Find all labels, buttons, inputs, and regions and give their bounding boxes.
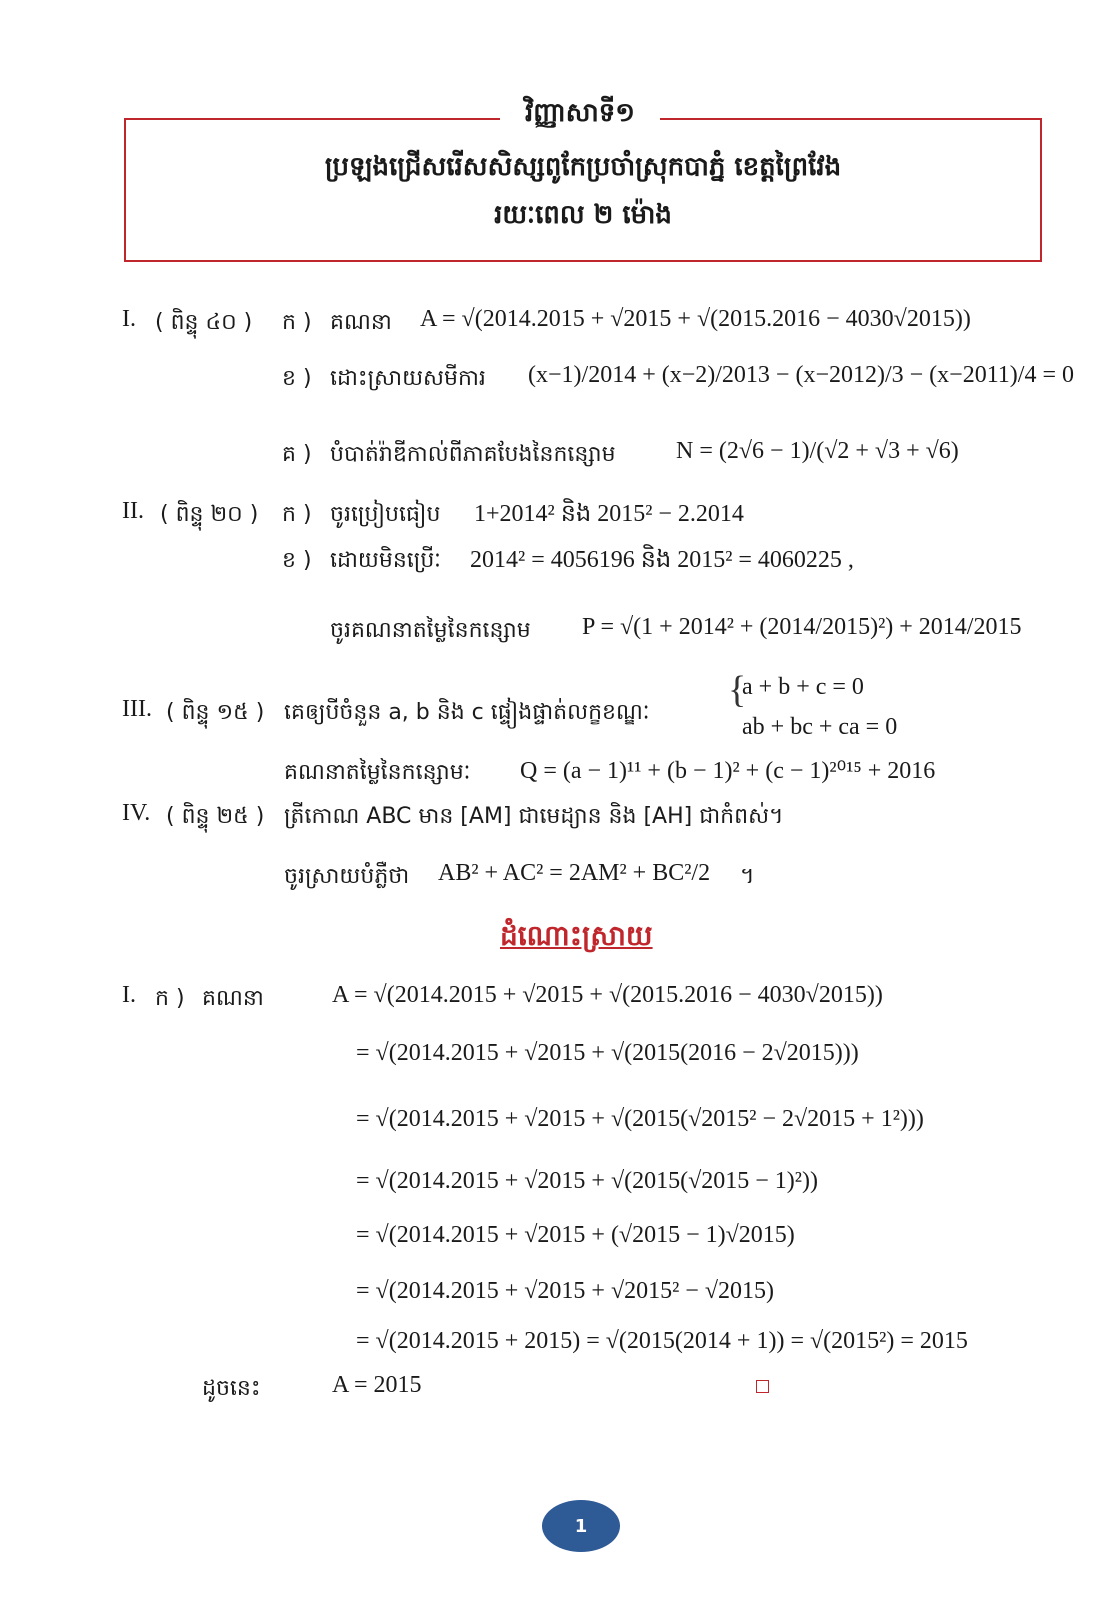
problem-1c-label: គ ) bbox=[282, 442, 312, 467]
problem-3-text: គេឲ្យបីចំនួន a, b និង c ផ្ទៀងផ្ទាត់លក្ខខណ្ឌៈ bbox=[284, 700, 650, 725]
solution-number: I. bbox=[122, 982, 136, 1008]
problem-4-end-mark: ។ bbox=[740, 864, 755, 889]
problem-1a-label: ក ) bbox=[282, 310, 312, 335]
problem-1c-text: បំបាត់រ៉ាឌីកាល់ពីភាគបែងនៃកន្សោម bbox=[330, 442, 616, 467]
problem-2-number: II. bbox=[122, 498, 144, 524]
problem-3-condition-2: ab + bc + ca = 0 bbox=[742, 714, 898, 740]
header-box bbox=[124, 118, 1042, 262]
problem-3-instruction: គណនាតម្លៃនៃកន្សោមៈ bbox=[284, 760, 471, 785]
conclusion-label: ដូចនេះ bbox=[202, 1376, 261, 1401]
problem-1c-math: N = (2√6 − 1)/(√2 + √3 + √6) bbox=[676, 438, 959, 464]
conclusion-result: A = 2015 bbox=[332, 1372, 422, 1398]
problem-2a-label: ក ) bbox=[282, 502, 312, 527]
problem-1b-math: (x−1)/2014 + (x−2)/2013 − (x−2012)/3 − (x−2011)/4 = 0 bbox=[528, 362, 1074, 388]
problem-1a-math: A = √(2014.2015 + √2015 + √(2015.2016 − 4030√2015)) bbox=[420, 306, 971, 332]
problem-3-condition-1: a + b + c = 0 bbox=[742, 674, 864, 700]
solution-line-3: = √(2014.2015 + √2015 + √(2015(√2015² − 2√2015 + 1²))) bbox=[356, 1106, 924, 1132]
problem-1b-label: ខ ) bbox=[282, 366, 312, 391]
problem-2b-expression: P = √(1 + 2014² + (2014/2015)²) + 2014/2015 bbox=[582, 614, 1022, 640]
exam-duration: រយៈពេល ២ ម៉ោង bbox=[494, 200, 672, 230]
problem-2b-label: ខ ) bbox=[282, 548, 312, 573]
problem-2b-text: ដោយមិនប្រើៈ bbox=[330, 548, 442, 573]
problem-2-points: ( ពិន្ទុ ២០ ) bbox=[160, 502, 259, 527]
problem-2b-math: 2014² = 4056196 និង 2015² = 4060225 , bbox=[470, 547, 854, 573]
problem-2a-math: 1+2014² និង 2015² − 2.2014 bbox=[474, 501, 744, 527]
problem-2a-text: ចូរប្រៀបធៀប bbox=[330, 502, 441, 527]
problem-1b-text: ដោះស្រាយសមីការ bbox=[330, 366, 486, 391]
problem-4-text: ត្រីកោណ ABC មាន [AM] ជាមេដ្យាន និង [AH] ជាកំពស់។ bbox=[284, 804, 784, 829]
problem-4-number: IV. bbox=[122, 800, 151, 826]
solution-line-6: = √(2014.2015 + √2015 + √2015² − √2015) bbox=[356, 1278, 775, 1304]
problem-3-number: III. bbox=[122, 696, 152, 722]
problem-4-instruction: ចូរស្រាយបំភ្លឺថា bbox=[284, 864, 410, 889]
solution-label: ក ) bbox=[155, 986, 185, 1011]
exam-subtitle: ប្រឡងជ្រើសរើសសិស្សពូកែប្រចាំស្រុកបាភ្នំ ខេត្តព្រៃវែង bbox=[324, 152, 842, 182]
problem-2b-instruction: ចូរគណនាតម្លៃនៃកន្សោម bbox=[330, 618, 531, 643]
solution-line-1: A = √(2014.2015 + √2015 + √(2015.2016 − 4030√2015)) bbox=[332, 982, 883, 1008]
system-brace: { bbox=[728, 669, 747, 711]
problem-4-points: ( ពិន្ទុ ២៥ ) bbox=[166, 804, 265, 829]
problem-3-points: ( ពិន្ទុ ១៥ ) bbox=[166, 700, 265, 725]
problem-4-identity: AB² + AC² = 2AM² + BC²/2 bbox=[438, 860, 711, 886]
problem-3-expression: Q = (a − 1)¹¹ + (b − 1)² + (c − 1)²⁰¹⁵ + 2016 bbox=[520, 758, 936, 784]
page-number: 1 bbox=[542, 1500, 620, 1552]
solution-line-2: = √(2014.2015 + √2015 + √(2015(2016 − 2√2015))) bbox=[356, 1040, 859, 1066]
solution-text: គណនា bbox=[202, 986, 264, 1011]
solution-line-4: = √(2014.2015 + √2015 + √(2015(√2015 − 1)²)) bbox=[356, 1168, 818, 1194]
problem-1-points: ( ពិន្ទុ ៤០ ) bbox=[155, 310, 253, 335]
qed-square-icon bbox=[756, 1380, 769, 1393]
solution-line-5: = √(2014.2015 + √2015 + (√2015 − 1)√2015) bbox=[356, 1222, 795, 1248]
solution-line-7: = √(2014.2015 + 2015) = √(2015(2014 + 1)) = √(2015²) = 2015 bbox=[356, 1328, 968, 1354]
solution-title: ដំណោះស្រាយ bbox=[500, 919, 653, 952]
exam-title: វិញ្ញាសាទី១ bbox=[500, 96, 660, 134]
problem-1a-text: គណនា bbox=[330, 310, 392, 335]
problem-1-number: I. bbox=[122, 306, 136, 332]
